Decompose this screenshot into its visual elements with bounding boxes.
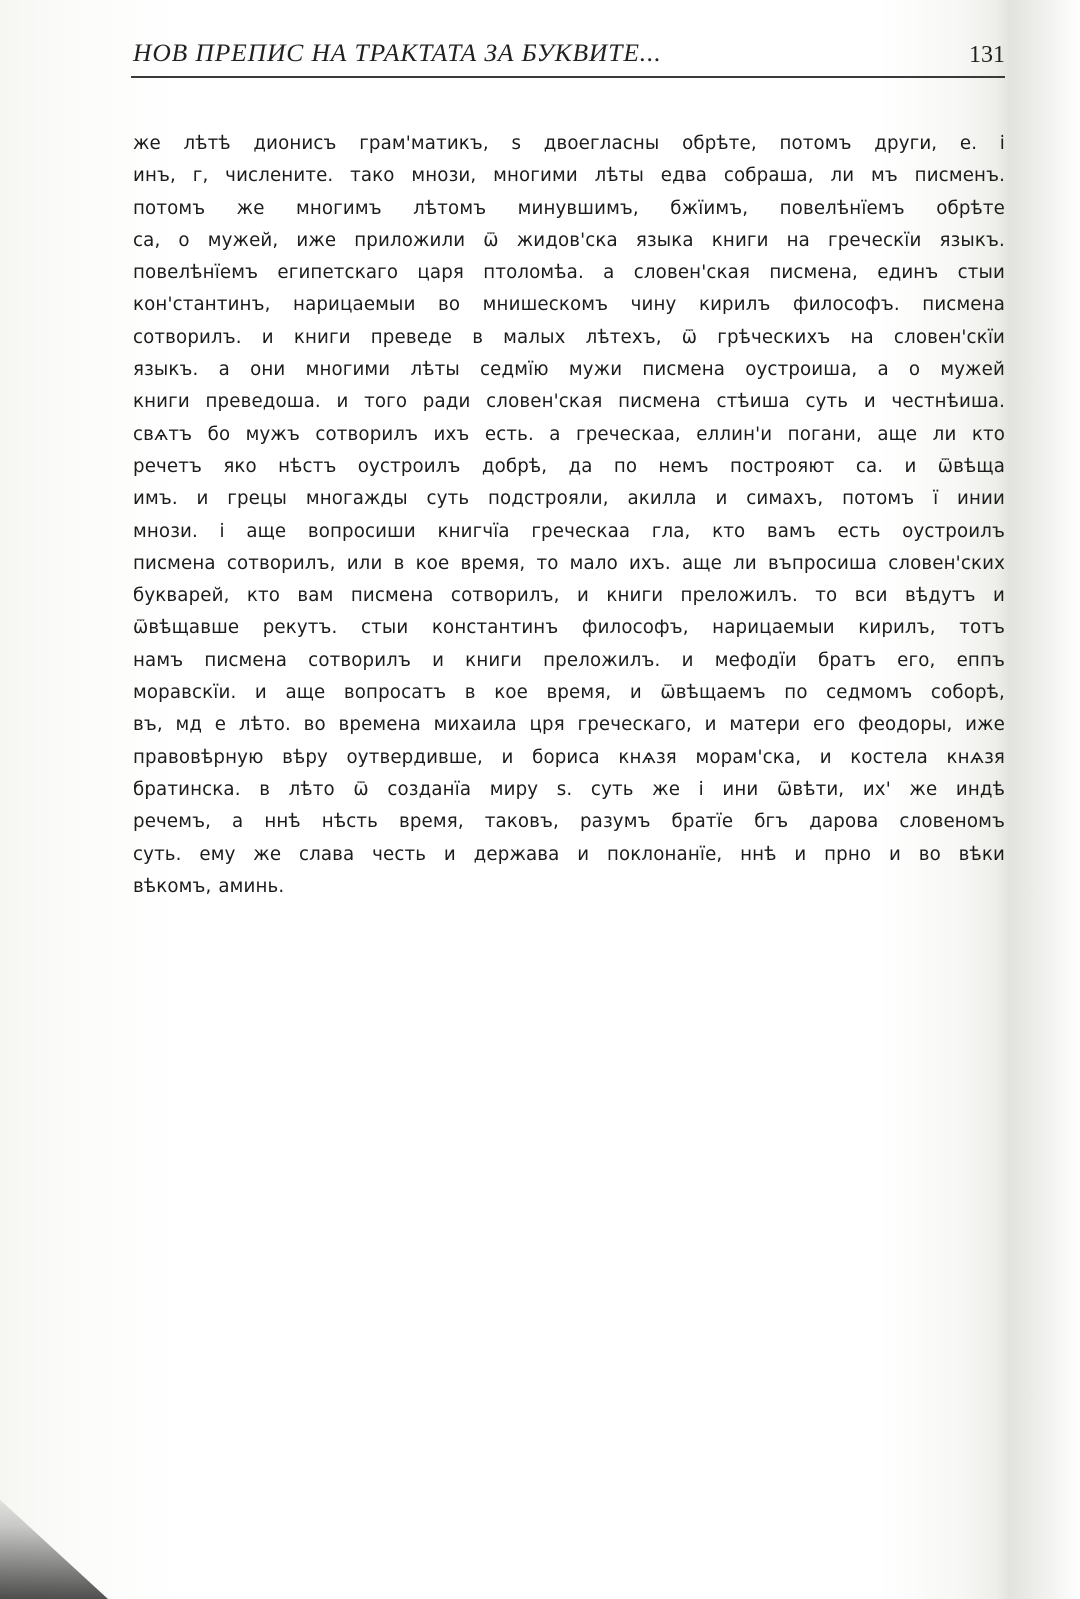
text-line-14: писмена сотворилъ, или в кое время, то мало ихъ. аще ли въпросиша словен'ских (133, 552, 1005, 574)
text-line-7: сотворилъ. и книги преведе в малых лѣтехъ, ѿ грѣческихъ на словен'скїи (133, 326, 1005, 348)
text-line-10: свѧтъ бо мужъ сотворилъ ихъ есть. а греческаа, еллин'и погани, аще ли кто (133, 423, 1005, 445)
text-line-2: инъ, г, числените. тако мнози, многими лѣты едва собраша, ли мъ писменъ. (133, 165, 1005, 187)
header-rule (131, 76, 1005, 78)
text-line-3: потомъ же многимъ лѣтомъ минувшимъ, бжїимъ, повелѣнїемъ обрѣте (133, 197, 1005, 219)
text-line-6: кон'стантинъ, нарицаемыи во мнишескомъ чину кирилъ философъ. писмена (133, 294, 1005, 316)
text-line-9: книги преведоша. и того ради словен'ская писмена стѣиша суть и честнѣиша. (133, 391, 1005, 413)
text-line-4: са, о мужей, иже приложили ѿ жидов'ска языка книги на греческїи языкъ. (133, 229, 1005, 251)
old-slavonic-text-block (133, 128, 1005, 903)
text-line-15: букварей, кто вам писмена сотворилъ, и книги преложилъ. то вси вѣдутъ и (133, 585, 1005, 607)
text-line-23: суть. ему же слава честь и держава и поклонанїе, ннѣ и прно и во вѣки (133, 843, 1005, 865)
text-line-1: же лѣтѣ дионисъ грам'матикъ, ѕ двоегласны обрѣте, потомъ други, е. і (133, 133, 1005, 154)
text-line-21: братинска. в лѣто ѿ созданїа миру ѕ. суть же і ини ѿвѣти, их' же индѣ (133, 778, 1005, 800)
text-line-20: правовѣрную вѣру оутвердивше, и бориса кнѧзя морам'ска, и костела кнѧзя (133, 746, 1005, 768)
text-line-24: вѣкомъ, аминь. (133, 875, 285, 897)
text-line-5: повелѣнїемъ египетскаго царя птоломѣа. а словен'ская писмена, единъ стыи (133, 262, 1005, 284)
scan-shadow (0, 1478, 150, 1599)
text-line-8: языкъ. а они многими лѣты седмїю мужи писмена оустроиша, а о мужей (133, 359, 1005, 381)
text-line-12: имъ. и грецы многажды суть подстрояли, акилла и симахъ, потомъ ї инии (133, 488, 1005, 510)
text-line-22: речемъ, а ннѣ нѣсть время, таковъ, разумъ братїе бгъ дарова словеномъ (133, 811, 1005, 833)
page-number: 131 (969, 42, 1005, 68)
text-line-16: ѿвѣщавше рекутъ. стыи константинъ философъ, нарицаемыи кирилъ, тотъ (133, 617, 1005, 639)
text-line-17: намъ писмена сотворилъ и книги преложилъ. и мефодїи братъ его, еппъ (133, 649, 1005, 671)
text-line-19: въ, мд е лѣто. во времена михаила цря греческаго, и матери его феодоры, иже (133, 714, 1005, 736)
running-head-title: НОВ ПРЕПИС НА ТРАКТАТА ЗА БУКВИТЕ... (133, 38, 662, 67)
text-line-13: мнози. і аще вопросиши книгчїа греческаа гла, кто вамъ есть оустроилъ (133, 520, 1005, 542)
text-line-11: речетъ яко нѣстъ оустроилъ добрѣ, да по немъ построяют са. и ѿвѣща (133, 455, 1005, 477)
text-line-18: моравскїи. и аще вопросатъ в кое время, и ѿвѣщаемъ по седмомъ соборѣ, (133, 682, 1005, 704)
